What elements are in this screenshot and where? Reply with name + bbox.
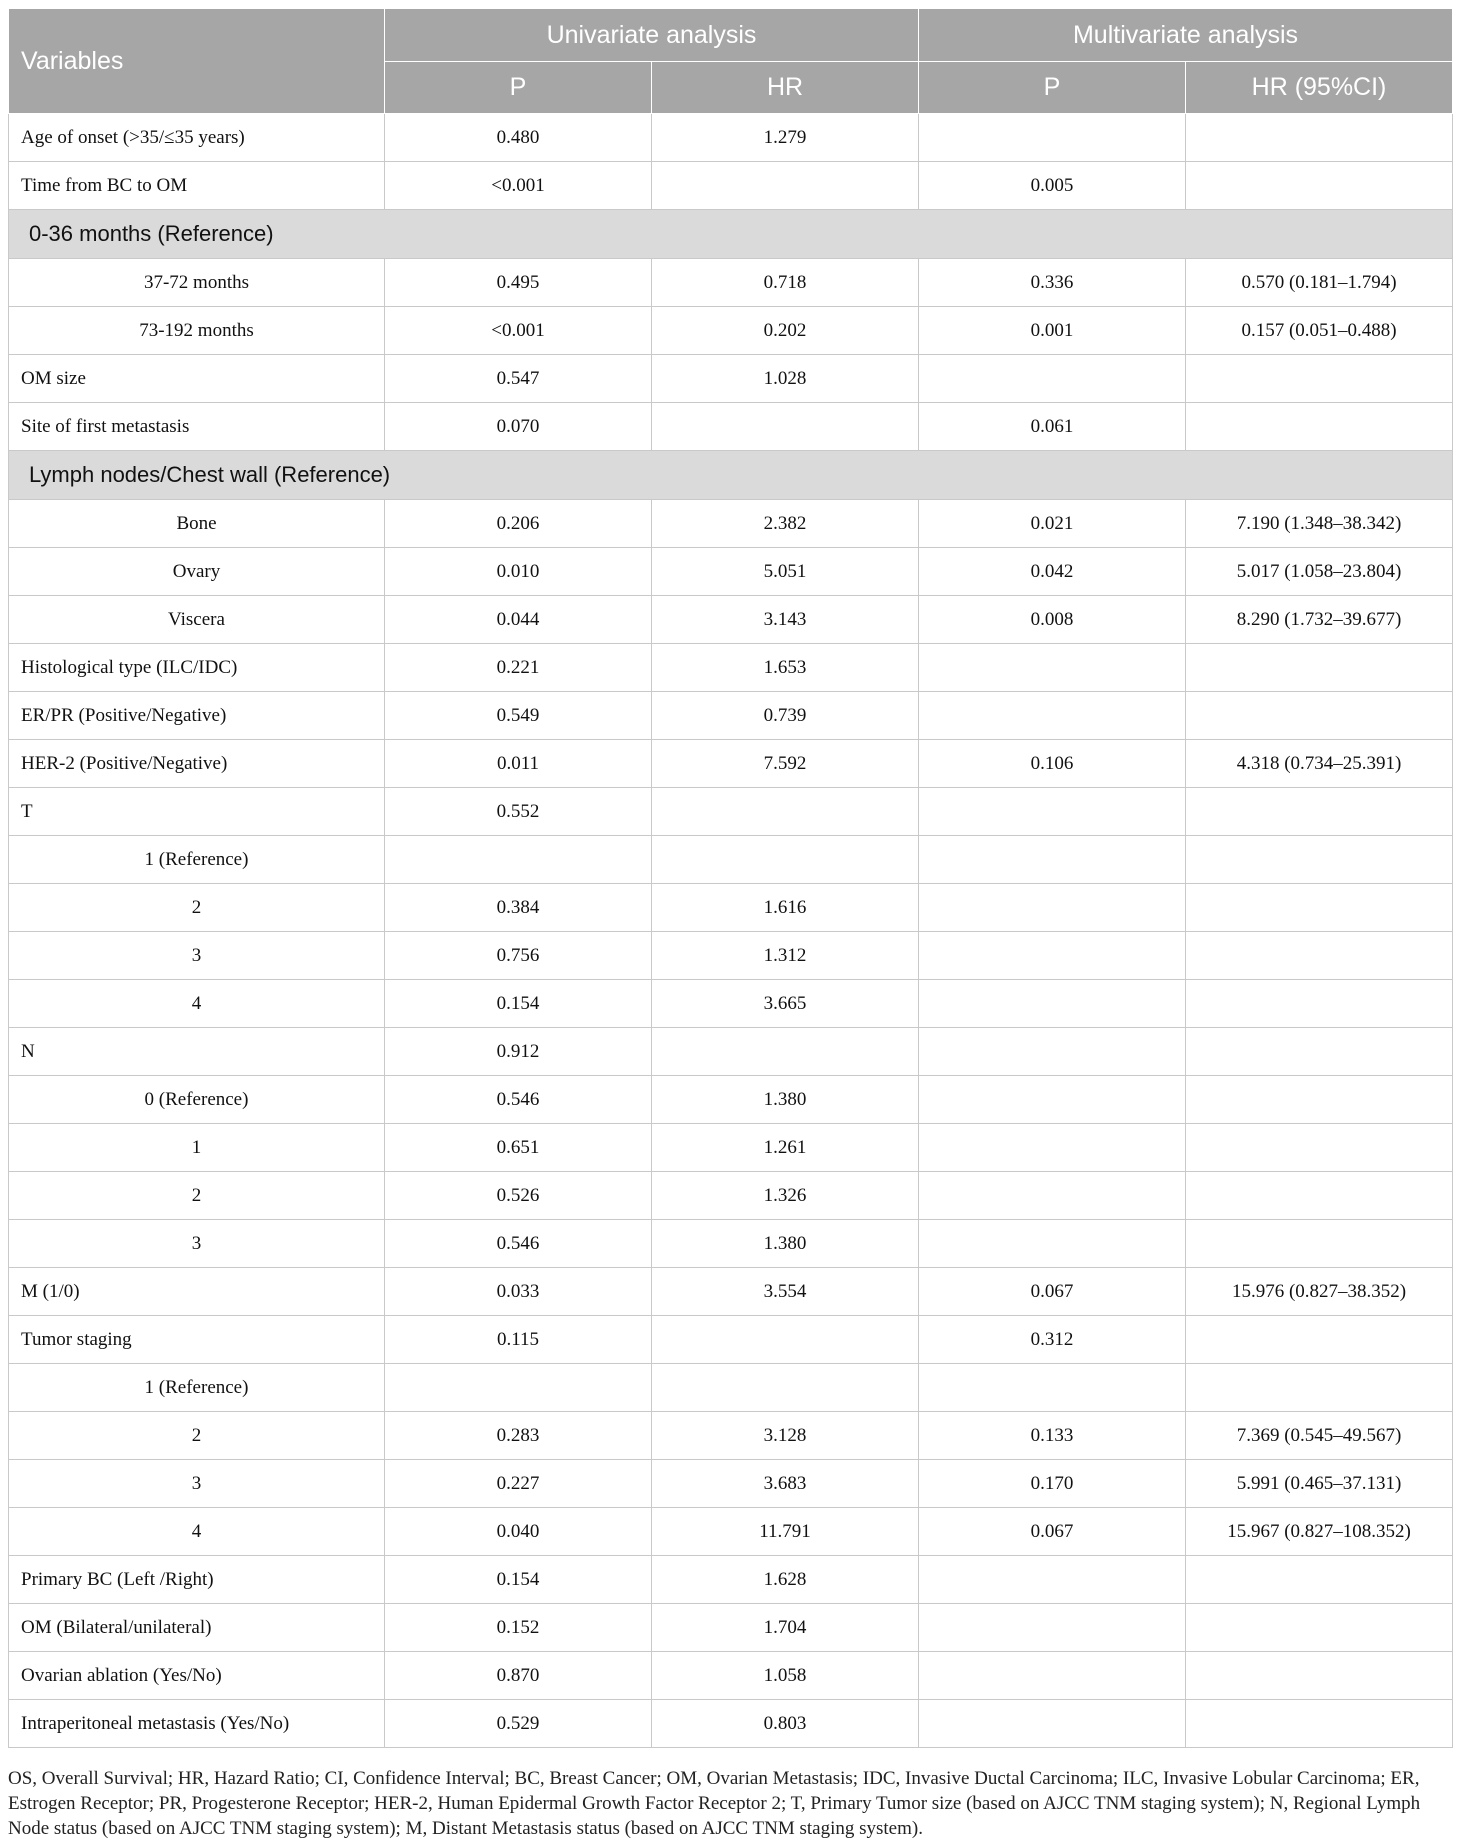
multivariate-hr-ci-cell [1186,788,1453,836]
univariate-p-cell: 0.870 [385,1652,652,1700]
multivariate-hr-ci-cell: 7.369 (0.545–49.567) [1186,1412,1453,1460]
univariate-hr-cell: 3.665 [652,980,919,1028]
univariate-p-cell: 0.546 [385,1076,652,1124]
multivariate-hr-ci-cell [1186,1364,1453,1412]
multivariate-p-cell [919,1604,1186,1652]
header-multivariate: Multivariate analysis [919,9,1453,62]
univariate-hr-cell: 3.128 [652,1412,919,1460]
table-row [9,884,1453,932]
table-row [9,548,1453,596]
section-label: Lymph nodes/Chest wall (Reference) [9,451,1453,500]
multivariate-p-cell: 0.106 [919,740,1186,788]
table-row [9,259,1453,307]
univariate-hr-cell [652,836,919,884]
univariate-hr-cell: 0.202 [652,307,919,355]
univariate-hr-cell: 1.028 [652,355,919,403]
univariate-hr-cell: 1.380 [652,1220,919,1268]
univariate-hr-cell: 1.704 [652,1604,919,1652]
univariate-p-cell: 0.010 [385,548,652,596]
univariate-hr-cell: 1.616 [652,884,919,932]
table-row [9,1268,1453,1316]
variable-cell: N [9,1028,385,1076]
univariate-p-cell: 0.547 [385,355,652,403]
variable-cell: T [9,788,385,836]
variable-cell: 2 [9,884,385,932]
multivariate-hr-ci-cell [1186,1172,1453,1220]
multivariate-p-cell: 0.133 [919,1412,1186,1460]
multivariate-hr-ci-cell [1186,1604,1453,1652]
multivariate-p-cell [919,1172,1186,1220]
multivariate-hr-ci-cell: 4.318 (0.734–25.391) [1186,740,1453,788]
univariate-hr-cell [652,1316,919,1364]
multivariate-hr-ci-cell: 7.190 (1.348–38.342) [1186,500,1453,548]
variable-cell: 1 (Reference) [9,836,385,884]
section-row [9,451,1453,500]
variable-cell: Age of onset (>35/≤35 years) [9,114,385,162]
table-body [9,114,1453,1748]
table-row [9,355,1453,403]
table-row [9,1364,1453,1412]
univariate-hr-cell [652,1364,919,1412]
table-row [9,644,1453,692]
univariate-p-cell: 0.756 [385,932,652,980]
univariate-hr-cell: 2.382 [652,500,919,548]
univariate-p-cell: 0.033 [385,1268,652,1316]
multivariate-p-cell [919,1652,1186,1700]
univariate-p-cell: 0.529 [385,1700,652,1748]
variable-cell: 1 [9,1124,385,1172]
univariate-hr-cell: 1.058 [652,1652,919,1700]
multivariate-p-cell [919,1556,1186,1604]
multivariate-p-cell [919,355,1186,403]
header-multivariate-p: P [919,62,1186,114]
univariate-p-cell: 0.011 [385,740,652,788]
univariate-p-cell [385,836,652,884]
multivariate-hr-ci-cell [1186,1220,1453,1268]
multivariate-hr-ci-cell [1186,1652,1453,1700]
variable-cell: 3 [9,1460,385,1508]
univariate-hr-cell: 3.683 [652,1460,919,1508]
multivariate-p-cell: 0.067 [919,1268,1186,1316]
multivariate-hr-ci-cell [1186,644,1453,692]
multivariate-p-cell [919,1076,1186,1124]
variable-cell: Tumor staging [9,1316,385,1364]
table-row [9,1220,1453,1268]
multivariate-p-cell: 0.008 [919,596,1186,644]
univariate-p-cell: 0.154 [385,980,652,1028]
multivariate-hr-ci-cell: 0.157 (0.051–0.488) [1186,307,1453,355]
header-univariate: Univariate analysis [385,9,919,62]
univariate-p-cell: 0.040 [385,1508,652,1556]
multivariate-p-cell [919,1220,1186,1268]
table-footnote: OS, Overall Survival; HR, Hazard Ratio; CI, Confidence Interval; BC, Breast Cancer; OM, Ovarian Metastasis; IDC, Invasive Ductal Carcinoma; ILC, Invasive Lobular Carcinoma; ER, Estrogen Receptor; PR, Progesterone Receptor; HER-2, Human Epidermal Growth Factor Receptor 2; T, Primary Tumor size (based on AJCC TNM staging system); N, Regional Lymph Node status (based on AJCC TNM staging system); M, Distant Metastasis status (based on AJCC TNM staging system). [8,1768,1421,1839]
variable-cell: HER-2 (Positive/Negative) [9,740,385,788]
table-row [9,836,1453,884]
univariate-hr-cell: 7.592 [652,740,919,788]
table-row [9,692,1453,740]
multivariate-hr-ci-cell: 15.976 (0.827–38.352) [1186,1268,1453,1316]
survival-analysis-table [8,8,1453,1748]
univariate-p-cell: 0.044 [385,596,652,644]
table-row [9,1412,1453,1460]
table-row [9,1316,1453,1364]
table-row [9,1028,1453,1076]
multivariate-p-cell [919,1028,1186,1076]
univariate-p-cell: <0.001 [385,162,652,210]
variable-cell: Histological type (ILC/IDC) [9,644,385,692]
multivariate-p-cell [919,1124,1186,1172]
multivariate-p-cell: 0.001 [919,307,1186,355]
header-univariate-hr: HR [652,62,919,114]
univariate-hr-cell: 1.261 [652,1124,919,1172]
univariate-hr-cell: 0.803 [652,1700,919,1748]
multivariate-hr-ci-cell [1186,1700,1453,1748]
section-label: 0-36 months (Reference) [9,210,1453,259]
multivariate-p-cell: 0.005 [919,162,1186,210]
variable-cell: 73-192 months [9,307,385,355]
multivariate-hr-ci-cell [1186,1028,1453,1076]
header-row-1 [9,9,1453,62]
multivariate-p-cell: 0.042 [919,548,1186,596]
header-variables: Variables [9,9,385,114]
multivariate-hr-ci-cell [1186,836,1453,884]
table-row [9,1076,1453,1124]
univariate-p-cell: <0.001 [385,307,652,355]
table-row [9,1556,1453,1604]
variable-cell: Site of first metastasis [9,403,385,451]
table-row [9,1700,1453,1748]
multivariate-hr-ci-cell [1186,932,1453,980]
multivariate-hr-ci-cell [1186,1556,1453,1604]
univariate-p-cell: 0.152 [385,1604,652,1652]
multivariate-p-cell [919,788,1186,836]
table-row [9,1124,1453,1172]
variable-cell: 3 [9,1220,385,1268]
multivariate-hr-ci-cell [1186,162,1453,210]
table-container [8,8,1452,1748]
univariate-p-cell: 0.912 [385,1028,652,1076]
multivariate-hr-ci-cell [1186,1076,1453,1124]
multivariate-p-cell [919,1364,1186,1412]
univariate-hr-cell: 1.380 [652,1076,919,1124]
multivariate-hr-ci-cell [1186,1124,1453,1172]
variable-cell: 0 (Reference) [9,1076,385,1124]
univariate-p-cell: 0.115 [385,1316,652,1364]
univariate-p-cell: 0.526 [385,1172,652,1220]
variable-cell: 1 (Reference) [9,1364,385,1412]
univariate-p-cell: 0.384 [385,884,652,932]
header-multivariate-hr-ci: HR (95%CI) [1186,62,1453,114]
univariate-p-cell: 0.221 [385,644,652,692]
variable-cell: 4 [9,980,385,1028]
univariate-p-cell: 0.154 [385,1556,652,1604]
variable-cell: Primary BC (Left /Right) [9,1556,385,1604]
variable-cell: Bone [9,500,385,548]
univariate-hr-cell: 1.312 [652,932,919,980]
univariate-hr-cell: 1.628 [652,1556,919,1604]
variable-cell: Ovarian ablation (Yes/No) [9,1652,385,1700]
univariate-p-cell: 0.552 [385,788,652,836]
multivariate-hr-ci-cell: 0.570 (0.181–1.794) [1186,259,1453,307]
table-row [9,500,1453,548]
univariate-p-cell: 0.227 [385,1460,652,1508]
variable-cell: 2 [9,1172,385,1220]
multivariate-hr-ci-cell: 5.991 (0.465–37.131) [1186,1460,1453,1508]
multivariate-p-cell [919,884,1186,932]
table-row [9,1604,1453,1652]
univariate-hr-cell: 3.554 [652,1268,919,1316]
univariate-p-cell: 0.206 [385,500,652,548]
multivariate-p-cell [919,980,1186,1028]
univariate-hr-cell [652,788,919,836]
table-row [9,932,1453,980]
multivariate-hr-ci-cell [1186,1316,1453,1364]
table-row [9,403,1453,451]
variable-cell: OM size [9,355,385,403]
multivariate-hr-ci-cell [1186,403,1453,451]
table-row [9,1172,1453,1220]
variable-cell: 4 [9,1508,385,1556]
multivariate-p-cell [919,692,1186,740]
multivariate-p-cell: 0.170 [919,1460,1186,1508]
table-row [9,1460,1453,1508]
multivariate-p-cell [919,114,1186,162]
multivariate-hr-ci-cell: 15.967 (0.827–108.352) [1186,1508,1453,1556]
table-row [9,114,1453,162]
table-row [9,1508,1453,1556]
univariate-hr-cell: 0.718 [652,259,919,307]
multivariate-hr-ci-cell [1186,980,1453,1028]
multivariate-hr-ci-cell: 8.290 (1.732–39.677) [1186,596,1453,644]
univariate-p-cell: 0.651 [385,1124,652,1172]
multivariate-p-cell [919,644,1186,692]
univariate-p-cell: 0.495 [385,259,652,307]
multivariate-hr-ci-cell: 5.017 (1.058–23.804) [1186,548,1453,596]
multivariate-p-cell: 0.336 [919,259,1186,307]
univariate-hr-cell [652,403,919,451]
univariate-hr-cell: 0.739 [652,692,919,740]
univariate-hr-cell: 1.326 [652,1172,919,1220]
univariate-hr-cell: 1.279 [652,114,919,162]
multivariate-p-cell: 0.061 [919,403,1186,451]
variable-cell: 37-72 months [9,259,385,307]
univariate-p-cell: 0.549 [385,692,652,740]
univariate-hr-cell: 5.051 [652,548,919,596]
univariate-hr-cell: 11.791 [652,1508,919,1556]
univariate-p-cell: 0.480 [385,114,652,162]
variable-cell: 2 [9,1412,385,1460]
variable-cell: Ovary [9,548,385,596]
variable-cell: Intraperitoneal metastasis (Yes/No) [9,1700,385,1748]
univariate-p-cell: 0.070 [385,403,652,451]
variable-cell: 3 [9,932,385,980]
multivariate-p-cell: 0.312 [919,1316,1186,1364]
variable-cell: Viscera [9,596,385,644]
univariate-p-cell: 0.546 [385,1220,652,1268]
multivariate-hr-ci-cell [1186,692,1453,740]
multivariate-hr-ci-cell [1186,114,1453,162]
variable-cell: Time from BC to OM [9,162,385,210]
variable-cell: ER/PR (Positive/Negative) [9,692,385,740]
multivariate-p-cell [919,1700,1186,1748]
univariate-hr-cell [652,162,919,210]
multivariate-p-cell: 0.067 [919,1508,1186,1556]
section-row [9,210,1453,259]
variable-cell: OM (Bilateral/unilateral) [9,1604,385,1652]
univariate-hr-cell: 3.143 [652,596,919,644]
table-row [9,980,1453,1028]
multivariate-hr-ci-cell [1186,355,1453,403]
multivariate-p-cell [919,932,1186,980]
variable-cell: M (1/0) [9,1268,385,1316]
univariate-hr-cell [652,1028,919,1076]
table-row [9,740,1453,788]
univariate-hr-cell: 1.653 [652,644,919,692]
table-row [9,1652,1453,1700]
table-row [9,788,1453,836]
multivariate-p-cell [919,836,1186,884]
multivariate-hr-ci-cell [1186,884,1453,932]
table-row [9,596,1453,644]
multivariate-p-cell: 0.021 [919,500,1186,548]
table-row [9,307,1453,355]
univariate-p-cell [385,1364,652,1412]
table-row [9,162,1453,210]
univariate-p-cell: 0.283 [385,1412,652,1460]
header-univariate-p: P [385,62,652,114]
